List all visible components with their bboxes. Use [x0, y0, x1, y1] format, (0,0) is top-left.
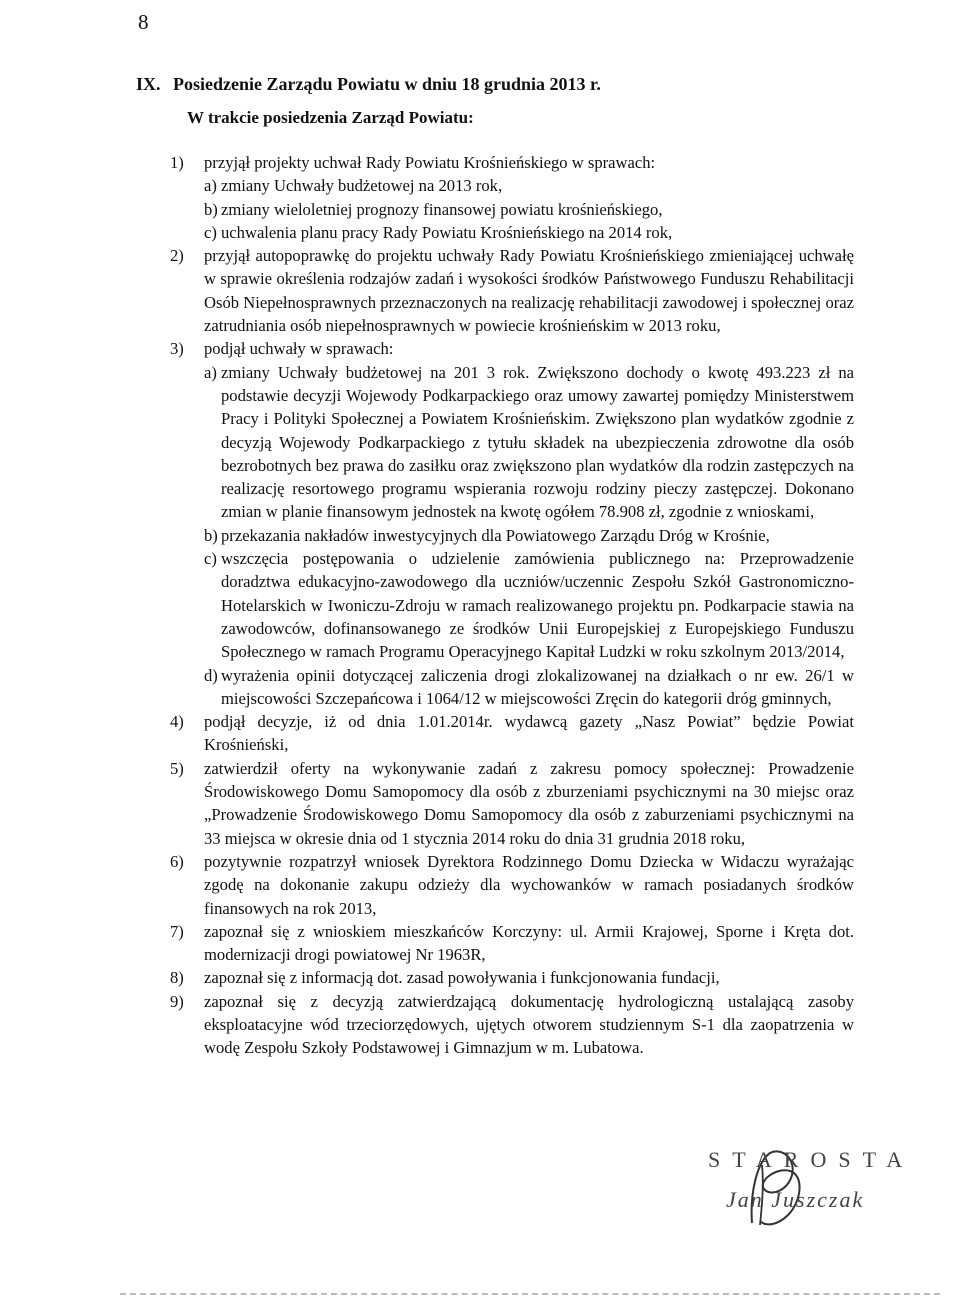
sub-item-text: wyrażenia opinii dotyczącej zaliczenia drogi zlokalizowanej na działkach o nr ew. 26/1 w miejscowości Szczepańcowa i 1064/12 w miejscowości Zręcin do kategorii dróg gminnych, — [221, 665, 854, 708]
stamp-title: STAROSTA — [708, 1147, 915, 1172]
intro-text: W trakcie posiedzenia Zarząd Powiatu: — [187, 108, 474, 127]
list-item — [170, 850, 854, 920]
list-item-number: 6) — [170, 851, 184, 871]
stamp-name: Jan Juszczak — [726, 1187, 865, 1212]
list-item-number: 3) — [170, 339, 184, 359]
sub-item-text: zmiany Uchwały budżetowej na 201 3 rok. Zwiększono dochody o kwotę 493.223 zł na podstawie decyzji Wojewody Podkarpackiego oraz umowy zawartej pomiędzy Ministerstwem Pracy i Polityki Społecznej a Powiatem Krośnieńskim. Zwiększono plan wydatków zgodnie z decyzją Wojewody Podkarpackiego z tytułu składek na ubezpieczenia zdrowotne dla osób bezrobotnych bez prawa do zasiłku oraz zwiększono plan wydatków dla rodzin zastępczych na realizację resortowego programu wspierania rozwoju rodziny pieczy zastępczej. Dokonano zmian w planie finansowym jednostek na kwotę ogółem 78.908 zł, zgodnie z wnioskami, — [221, 362, 854, 522]
sub-item-text: uchwalenia planu pracy Rady Powiatu Krośnieńskiego na 2014 rok, — [221, 222, 673, 242]
list-item — [170, 990, 854, 1060]
sub-item-label: a) — [204, 176, 217, 196]
list-item — [170, 966, 854, 989]
section-number: IX. — [136, 74, 161, 94]
page-number: 8 — [138, 10, 149, 34]
sub-item-label: b) — [204, 525, 218, 545]
section-title-text: Posiedzenie Zarządu Powiatu w dniu 18 grudnia 2013 r. — [173, 74, 601, 94]
section-title — [136, 74, 601, 95]
sub-list — [204, 361, 854, 710]
sub-item — [204, 547, 854, 663]
list-item — [170, 757, 854, 850]
sub-item — [204, 174, 854, 197]
sub-item-label: b) — [204, 199, 218, 219]
list-item-text: zapoznał się z informacją dot. zasad powoływania i funkcjonowania fundacji, — [204, 968, 720, 988]
sub-item-text: zmiany Uchwały budżetowej na 2013 rok, — [221, 176, 503, 196]
official-stamp — [700, 1145, 915, 1230]
sub-item-text: zmiany wieloletniej prognozy finansowej powiatu krośnieńskiego, — [221, 199, 663, 219]
sub-item — [204, 361, 854, 524]
list-item-text: zapoznał się z wnioskiem mieszkańców Korczyny: ul. Armii Krajowej, Sporne i Kręta dot. modernizacji drogi powiatowej Nr 1963R, — [204, 921, 854, 965]
list-item-number: 2) — [170, 246, 184, 266]
list-item-text: pozytywnie rozpatrzył wniosek Dyrektora Rodzinnego Domu Dziecka w Widaczu wyrażając zgodę na dokonanie zakupu odzieży dla wychowanków w ramach posiadanych środków finansowych na rok 2013, — [204, 851, 854, 918]
sub-item — [204, 664, 854, 711]
list-item — [170, 244, 854, 337]
list-item-text: podjął uchwały w sprawach: — [204, 339, 394, 359]
list-item-text: podjął decyzje, iż od dnia 1.01.2014r. wydawcą gazety „Nasz Powiat” będzie Powiat Krośnieński, — [204, 712, 854, 755]
list-item-number: 1) — [170, 153, 184, 172]
list-item-number: 4) — [170, 712, 184, 732]
sub-item-label: c) — [204, 222, 217, 242]
scan-edge-rule — [120, 1293, 940, 1295]
sub-item-text: przekazania nakładów inwestycyjnych dla Powiatowego Zarządu Dróg w Krośnie, — [221, 525, 770, 545]
list-item-number: 8) — [170, 968, 184, 988]
list-item-text: przyjął projekty uchwał Rady Powiatu Krośnieńskiego w sprawach: — [204, 153, 656, 172]
list-item — [170, 710, 854, 757]
list-item — [170, 920, 854, 967]
list-item-number: 5) — [170, 758, 184, 778]
sub-item-text: wszczęcia postępowania o udzielenie zamówienia publicznego na: Przeprowadzenie doradztwa edukacyjno-zawodowego dla uczniów/uczennic Zespołu Szkół Gastronomiczno-Hotelarskich w Iwoniczu-Zdroju w ramach realizowanego projektu pn. Podkarpacie stawia na zawodowców, dofinansowanego ze środków Unii Europejskiej z Europejskiego Funduszu Społecznego w ramach Programu Operacyjnego Kapitał Ludzki w roku szkolnym 2013/2014, — [221, 549, 854, 662]
list-item-number: 7) — [170, 921, 184, 941]
sub-list — [204, 174, 854, 244]
sub-item — [204, 524, 854, 547]
list-item-text: przyjął autopoprawkę do projektu uchwały Rady Powiatu Krośnieńskiego zmieniającej uchwałę w sprawie określenia rodzajów zadań i wysokości środków Państwowego Funduszu Rehabilitacji Osób Niepełnosprawnych przeznaczonych na realizację rehabilitacji zawodowej i społecznej oraz zatrudniania osób niepełnosprawnych w powiecie krośnieńskim w 2013 roku, — [204, 246, 854, 336]
sub-item-label: d) — [204, 665, 218, 685]
list-item-number: 9) — [170, 991, 184, 1011]
list-item — [170, 151, 854, 244]
sub-item-label: c) — [204, 549, 217, 569]
list-item — [170, 337, 854, 710]
sub-item-label: a) — [204, 362, 217, 382]
resolution-list — [170, 151, 854, 1060]
list-item-text: zatwierdził oferty na wykonywanie zadań z zakresu pomocy społecznej: Prowadzenie Środowiskowego Domu Samopomocy dla osób z zburzeniami psychicznymi na 30 miejsc oraz „Prowadzenie Środowiskowego Domu Samopomocy dla osób z zaburzeniami psychicznymi na 33 miejsca w okresie dnia od 1 stycznia 2014 roku do dnia 31 grudnia 2018 roku, — [204, 758, 854, 848]
sub-item — [204, 198, 854, 221]
sub-item — [204, 221, 854, 244]
list-item-text: zapoznał się z decyzją zatwierdzającą dokumentację hydrologiczną ustalającą zasoby eksploatacyjne wód trzeciorzędowych, ujętych otworem studziennym S-1 dla zaopatrzenia w wodę Zespołu Szkoły Podstawowej i Gimnazjum w m. Lubatowa. — [204, 991, 854, 1058]
